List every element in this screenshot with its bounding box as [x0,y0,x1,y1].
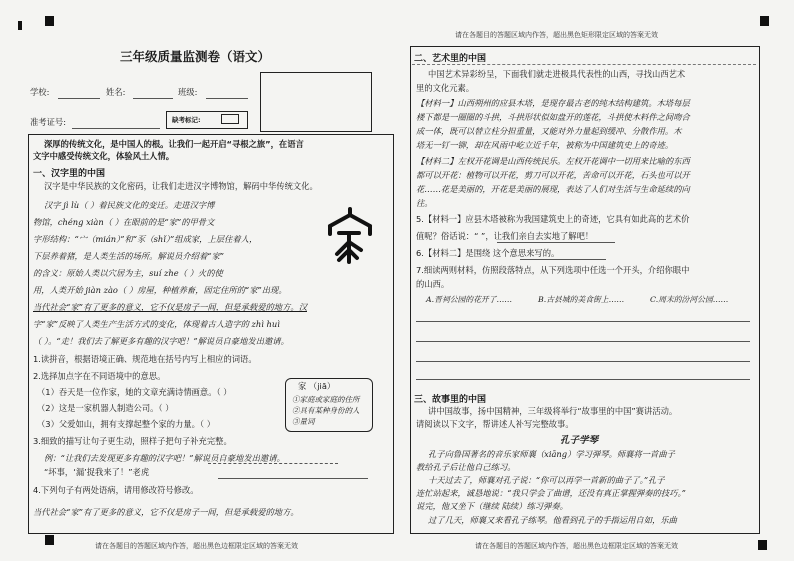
registration-mark [45,16,54,26]
example-underline [208,463,338,464]
question-3-task: “坏事，‘漏’捉我来了！”老虎 [44,467,150,477]
material-1-line: 塔无一钉一铆，却在风雨中屹立近千年，被称为中国建筑史上的奇迹。 [416,140,674,150]
intro-line2: 文字中感受传统文化，体验风土人情。 [33,151,175,161]
passage-line: 当代社会“家”有了更多的意义，它不仅是房子一间，但是承载爱的地方。汉 [33,302,307,312]
question-6: 6.【材料二】是围绕 这个意思来写的。 [416,248,560,258]
question-7: 7.细读两则材料，仿照段落特点，从下列选项中任选一个开头，介绍你眼中 [416,265,690,275]
passage-line: 用，人类开始 jiàn zào（ ）房屋，种植养畜，固定住所的“家”出现。 [33,285,287,295]
name-label: 姓名: [106,87,126,97]
exam-title: 三年级质量监测卷（语文） [120,49,271,64]
section2-title: 二、艺术里的中国 [414,54,487,64]
story-line: 连忙站起来，诚恳地说：“我只学会了曲谱，还没有真正掌握弹奏的技巧。” [416,488,686,498]
story-line: 十天过去了，师襄对孔子说：“你可以再学一首新的曲子了。”孔子 [428,475,665,485]
material-2-line: 花……花是美丽的，开花是美丽的展现，表达了人们对生活与生命延续的向 [416,184,690,194]
dictionary-item: ①家庭或家庭的住所 [292,395,360,404]
dictionary-item: ③量词 [292,417,315,426]
question-2-item: （2）这是一家机器人制造公司。（ ） [37,403,174,413]
question-7: 的山西。 [416,279,450,289]
passage-line: 字形结构：“宀（mián）”和“豕（shǐ）”组成家，上层住着人， [33,234,258,244]
section2-intro: 里的文化元素。 [416,83,475,93]
barcode-area [260,72,372,132]
question-3-answer-line[interactable] [218,478,368,479]
intro-line1: 深厚的传统文化，是中国人的根。让我们一起开启“寻根之旅”，在语言 [44,139,304,149]
school-field[interactable] [58,98,100,99]
oracle-bone-glyph-image [325,206,375,268]
section3-title: 三、故事里的中国 [414,395,487,405]
question-2-item: （3）父爱如山，拥有支撑起整个家的力量。（ ） [37,419,216,429]
footer-notice-right: 请在各题目的答题区域内作答，超出黑色边框限定区域的答案无效 [475,542,678,550]
id-field[interactable] [72,128,160,129]
divider [412,64,756,65]
passage-line: 物馆，chéng xiàn（ ）在眼前的是“家”的甲骨文 [33,217,215,227]
material-2-line: 往。 [416,198,433,208]
absent-label: 缺考标记: [172,116,201,124]
story-line: 教给孔子后让他自己练习。 [416,462,516,472]
question-3-example: 例：“让我们去发现更多有趣的汉字吧！”解说员自豪地发出邀请。 [44,453,285,463]
story-title: 孔子学琴 [560,435,599,446]
dictionary-head: 家 （jiā） [298,381,336,391]
question-7-option: C.周末的汾河公园…… [650,295,729,304]
dictionary-item: ②具有某种身份的人 [292,406,360,415]
section1-intro: 汉字是中华民族的文化密码，让我们走进汉字博物馆，解码中华传统文化。 [44,181,318,191]
material-1-line: 成一体，既可以替立柱分担重量，又能对外力量起到缓冲、分散作用。木 [416,126,682,136]
story-line: 过了几天，师襄又来看孔子练琴。他看到孔子的手指运用自如，乐曲 [428,515,677,525]
story-line: 说完，他又坐下（继续 陆续）练习弹奏。 [416,501,568,511]
registration-mark [45,535,54,545]
writing-line[interactable] [416,341,750,342]
material-2-line: 【材料二】左权开花调是山西传统民乐。左权开花调中一切用来比喻的东西 [416,156,690,166]
question-7-option: B.古县城的美食街上…… [538,295,625,304]
question-5: 值呢？俗话说：“ ”，让我们亲自去实地了解吧！ [416,231,594,241]
question-2-item: （1）吞天是一位作家，她的文章充满诗情画意。（ ） [37,387,232,397]
question-3: 3.细致的描写让句子更生动，照样子把句子补充完整。 [33,436,232,446]
material-1-line: 【材料一】山西朔州的应县木塔，是现存最古老的纯木结构建筑。木塔每层 [416,98,690,108]
writing-line[interactable] [416,321,750,322]
passage-line: 下层养着猪，是人类生活的场所。解说员介绍着“家” [33,251,225,261]
section3-intro: 讲中国故事，扬中国精神，三年级将举行“故事里的中国”赛讲活动。 [428,406,678,416]
question-2: 2.选择加点字在不同语境中的意思。 [33,371,166,381]
question-5-answer-line[interactable] [497,242,615,243]
question-4-sentence: 当代社会“家”有了更多的意义，它不仅是房子一间，但是承载爱的地方。 [33,507,299,517]
writing-line[interactable] [416,361,750,362]
name-field[interactable] [133,98,173,99]
question-4: 4.下列句子有两处语病，请用修改符号修改。 [33,485,199,495]
question-6-answer-line[interactable] [520,259,606,260]
material-1-line: 楼下都是一圈圈的斗拱，斗拱形状似如盘开的莲花，斗拱使木料件之间吻合 [416,112,690,122]
class-label: 班级: [178,87,198,97]
section3-intro: 请阅读以下文字，帮讲述人补写完整故事。 [416,419,574,429]
passage-line: 字“家”反映了人类生产生活方式的变化，体现着古人造字的 zhì huì [33,319,280,329]
id-label: 准考证号: [30,117,66,127]
absent-checkbox[interactable] [221,114,239,124]
school-label: 学校: [30,87,50,97]
registration-mark [18,21,22,30]
footer-notice-left: 请在各题目的答题区域内作答，超出黑色边框限定区域的答案无效 [95,542,298,550]
material-2-line: 都可以开花：植物可以开花，剪刀可以开花，苦命可以开花，石头也可以开 [416,170,690,180]
passage-line: 汉字 jì lù（ ）着民族文化的变迁。走进汉字博 [44,200,215,210]
class-field[interactable] [206,98,248,99]
question-7-option: A.晋祠公园的花开了…… [426,295,513,304]
registration-mark [760,16,769,26]
top-notice-right: 请在各题目的答题区域内作答，超出黑色矩形限定区域的答案无效 [455,31,658,39]
question-1: 1.读拼音，根据语境正确、规范地在括号内写上相应的词语。 [33,354,257,364]
registration-mark [758,540,767,550]
section2-intro: 中国艺术异彩纷呈，下面我们就走进极具代表性的山西，寻找山西艺术 [428,69,686,79]
passage-line: （ ）。“走！我们去了解更多有趣的汉字吧！”解说员自豪地发出邀请。 [33,336,289,346]
passage-line: 的含义：原始人类以穴居为主，suí zhe（ ）火的使 [33,268,223,278]
story-line: 孔子向鲁国著名的音乐家师襄（xiāng）学习弹琴。师襄将一首曲子 [428,449,675,459]
section1-title: 一、汉字里的中国 [33,169,106,179]
question-5: 5.【材料一】应县木塔被称为我国建筑史上的奇迹，它具有如此高的艺术价 [416,214,690,224]
writing-line[interactable] [416,379,750,380]
